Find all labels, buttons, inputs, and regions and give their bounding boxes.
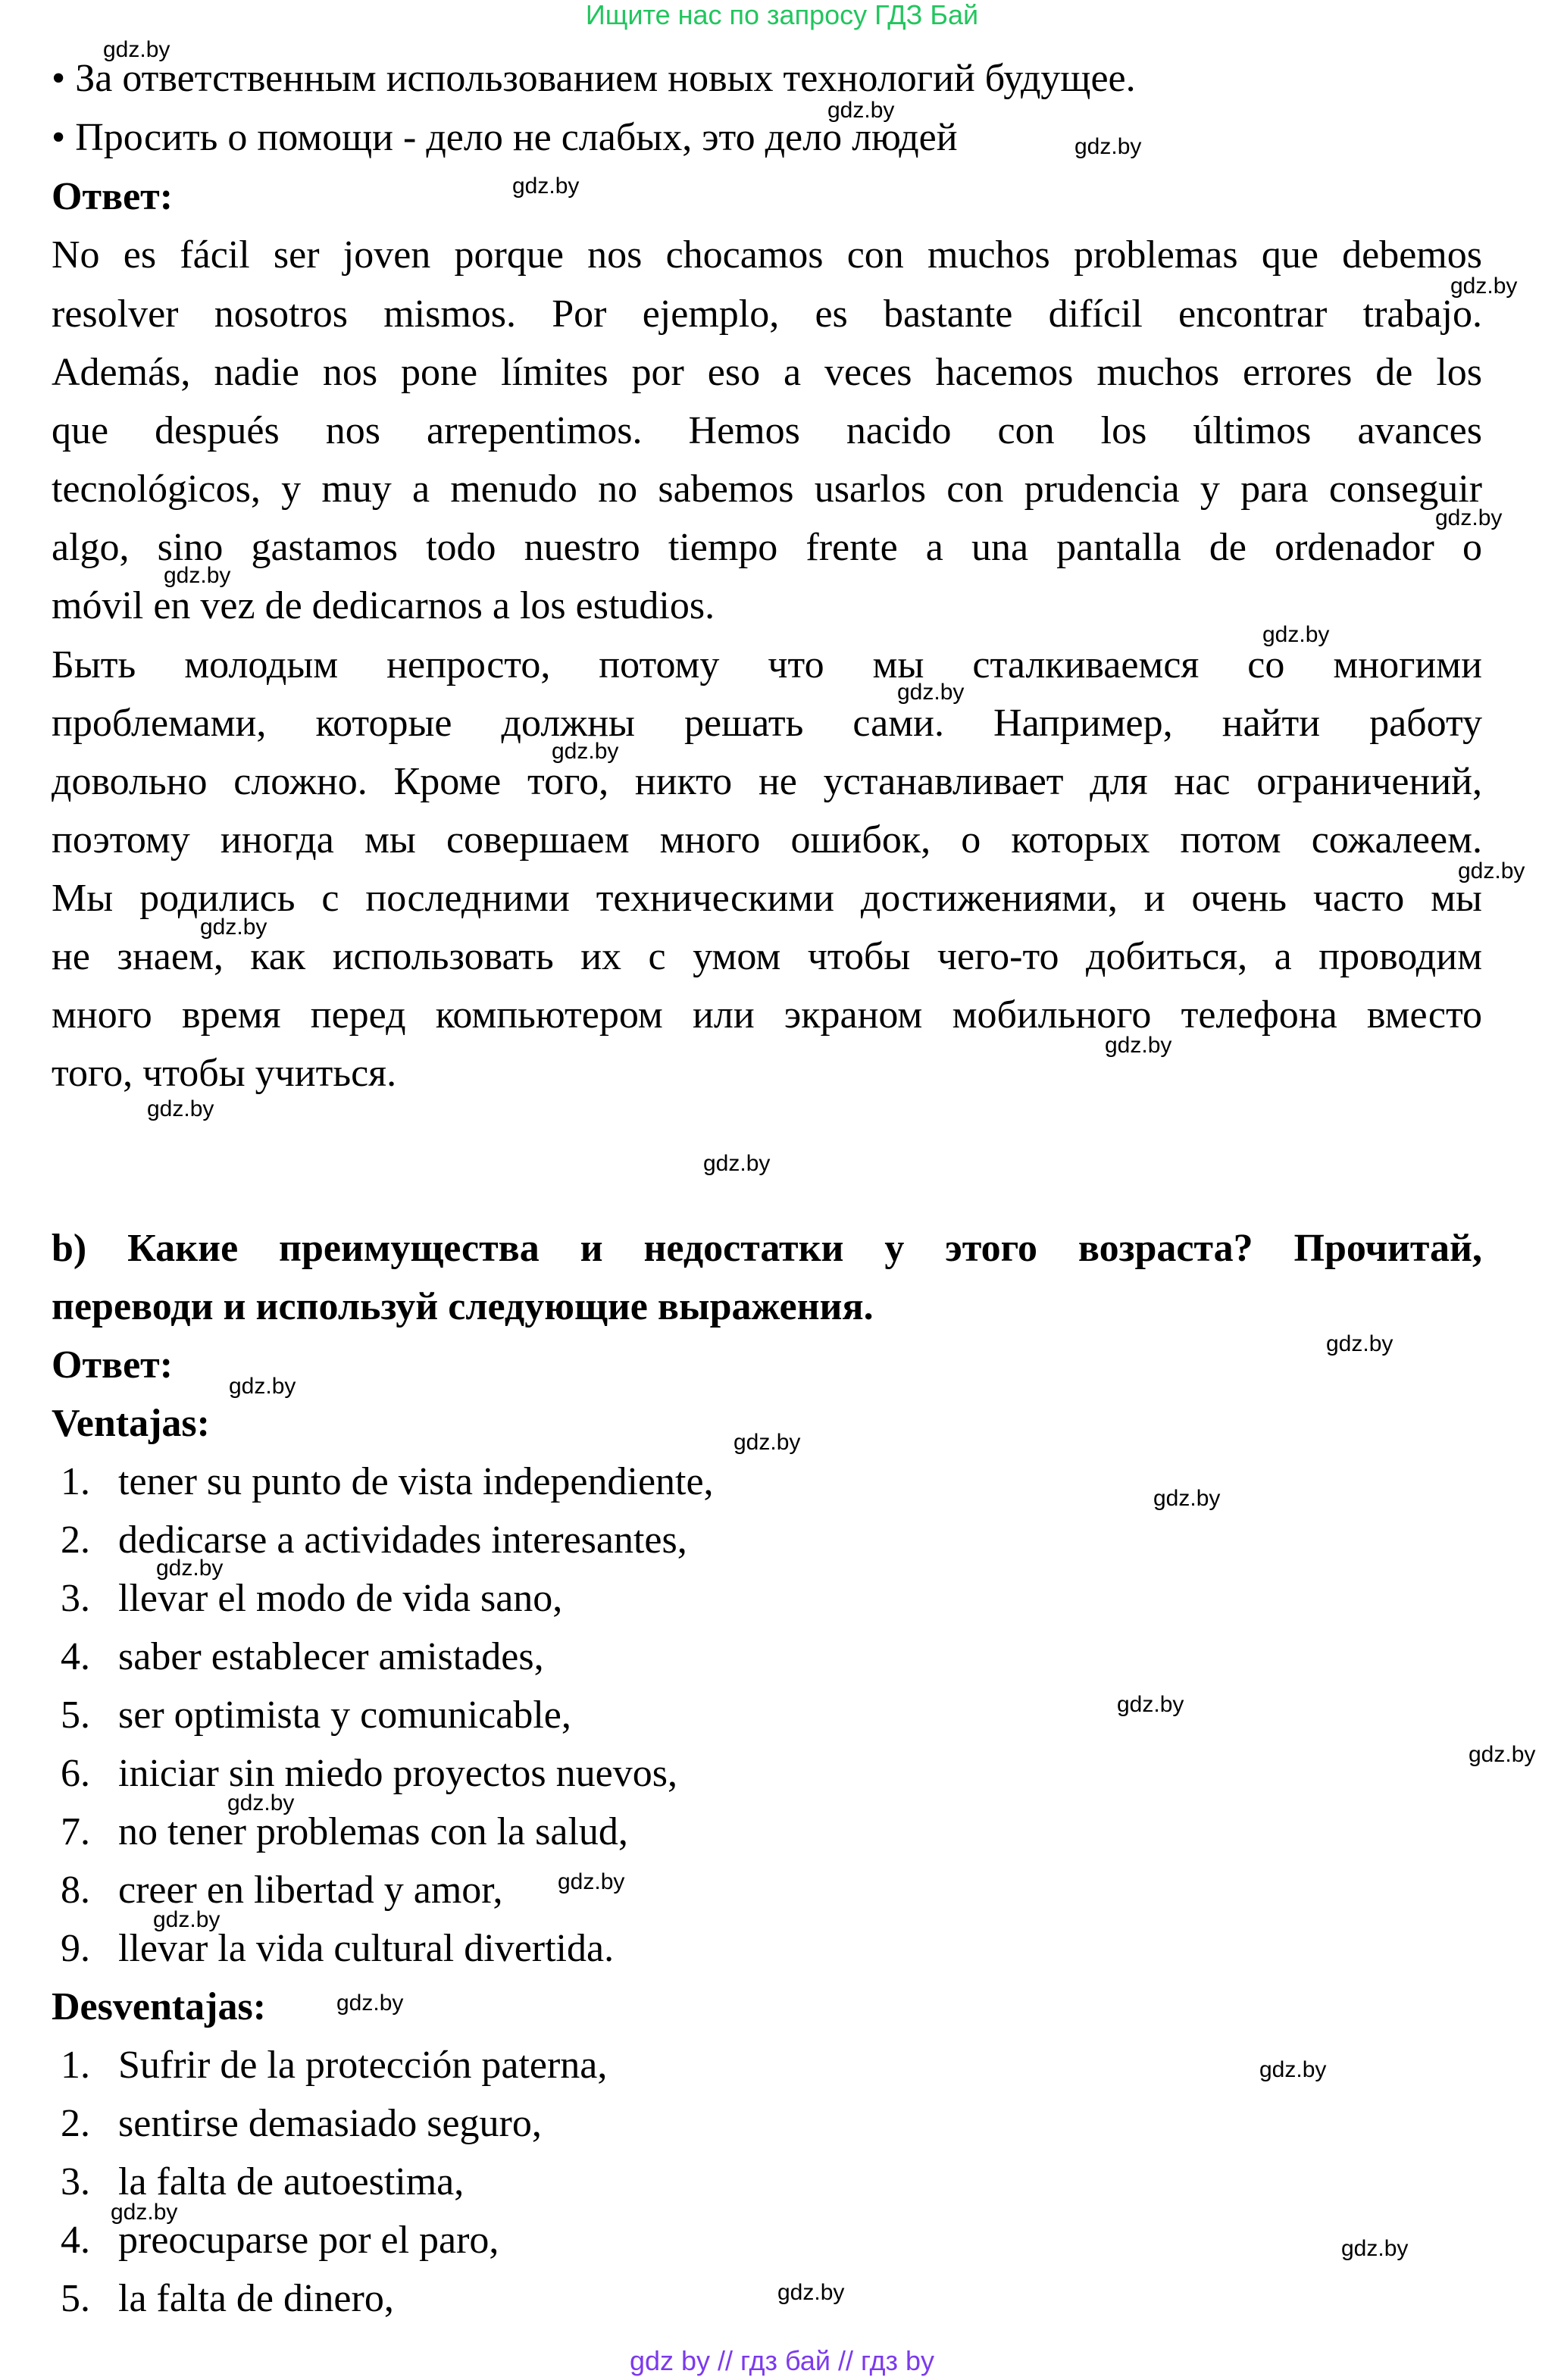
- watermark: gdz.by: [827, 98, 895, 123]
- list-item: [52, 2160, 464, 2205]
- watermark: gdz.by: [1262, 622, 1330, 647]
- watermark: gdz.by: [164, 563, 231, 588]
- task-heading: переводи и используй следующие выражения.: [52, 1285, 874, 1328]
- watermark: gdz.by: [1105, 1033, 1172, 1058]
- list-number: 7.: [61, 1810, 90, 1853]
- list-item-text: iniciar sin miedo proyectos nuevos,: [118, 1752, 677, 1795]
- list-item-text: ser optimista y comunicable,: [118, 1694, 571, 1737]
- watermark: gdz.by: [1074, 134, 1142, 159]
- watermark: gdz.by: [1450, 274, 1518, 299]
- list-item-text: llevar el modo de vida sano,: [118, 1577, 563, 1620]
- list-number: 5.: [61, 2277, 90, 2320]
- list-number: 8.: [61, 1869, 90, 1912]
- ventajas-label: Ventajas:: [52, 1402, 210, 1445]
- list-item: [52, 1751, 677, 1797]
- spanish-text-line: móvil en vez de dedicarnos a los estudios.: [52, 584, 715, 627]
- task-heading: b) Какие преимущества и недостатки у этого возраста? Прочитай,: [52, 1227, 1482, 1270]
- list-item-text: no tener problemas con la salud,: [118, 1810, 628, 1853]
- list-item: [52, 1459, 714, 1505]
- list-number: 9.: [61, 1927, 90, 1970]
- footer-links: gdz by // гдз бай // гдз by: [629, 2345, 935, 2376]
- russian-text-line: поэтому иногда мы совершаем много ошибок, о которых потом сожалеем.: [52, 818, 1482, 862]
- list-item-text: llevar la vida cultural divertida.: [118, 1927, 615, 1970]
- list-item: [52, 2043, 607, 2088]
- watermark: gdz.by: [552, 739, 619, 764]
- list-item-text: preocuparse por el paro,: [118, 2219, 499, 2262]
- desventajas-label: Desventajas:: [52, 1985, 267, 2028]
- russian-text-line: проблемами, которые должны решать сами. Например, найти работу: [52, 702, 1482, 745]
- russian-text-line: Быть молодым непросто, потому что мы сталкиваемся со многими: [52, 643, 1482, 686]
- list-number: 1.: [61, 2044, 90, 2087]
- list-item: [52, 2276, 394, 2322]
- bullet-line: • За ответственным использованием новых технологий будущее.: [52, 57, 1136, 100]
- watermark: gdz.by: [111, 2200, 178, 2225]
- answer-label: Ответ:: [52, 175, 174, 218]
- russian-text-line: того, чтобы учиться.: [52, 1052, 397, 1095]
- list-item-text: creer en libertad y amor,: [118, 1869, 503, 1912]
- watermark: gdz.by: [200, 915, 267, 940]
- watermark: gdz.by: [703, 1151, 771, 1176]
- answer-label: Ответ:: [52, 1343, 174, 1387]
- list-item-text: sentirse demasiado seguro,: [118, 2102, 542, 2145]
- watermark: gdz.by: [1259, 2057, 1327, 2082]
- watermark: gdz.by: [227, 1790, 295, 1815]
- list-number: 3.: [61, 2160, 90, 2203]
- watermark: gdz.by: [734, 1430, 801, 1455]
- spanish-text-line: Además, nadie nos pone límites por eso a veces hacemos muchos errores de los: [52, 351, 1482, 394]
- watermark: gdz.by: [1117, 1692, 1184, 1717]
- spanish-text-line: tecnológicos, y muy a menudo no sabemos usarlos con prudencia y para conseguir: [52, 468, 1482, 511]
- list-item: [52, 1634, 544, 1680]
- watermark: gdz.by: [558, 1869, 625, 1894]
- watermark: gdz.by: [147, 1096, 214, 1121]
- list-number: 4.: [61, 2219, 90, 2262]
- list-item-text: dedicarse a actividades interesantes,: [118, 1518, 687, 1562]
- russian-text-line: довольно сложно. Кроме того, никто не устанавливает для нас ограничений,: [52, 760, 1482, 803]
- list-item-text: Sufrir de la protección paterna,: [118, 2044, 608, 2087]
- top-banner: Ищите нас по запросу ГДЗ Бай: [585, 0, 979, 30]
- russian-text-line: Мы родились с последними техническими достижениями, и очень часто мы: [52, 877, 1482, 920]
- spanish-text-line: resolver nosotros mismos. Por ejemplo, es bastante difícil encontrar trabajo.: [52, 292, 1482, 336]
- list-item: [52, 2218, 499, 2263]
- list-number: 6.: [61, 1752, 90, 1795]
- list-number: 3.: [61, 1577, 90, 1620]
- list-item: [52, 1868, 503, 1913]
- list-item: [52, 1926, 614, 1972]
- watermark: gdz.by: [1326, 1331, 1394, 1356]
- watermark: gdz.by: [336, 1991, 404, 2016]
- list-item: [52, 1518, 687, 1563]
- watermark: gdz.by: [156, 1556, 224, 1581]
- watermark: gdz.by: [1435, 505, 1503, 530]
- spanish-text-line: que después nos arrepentimos. Hemos nacido con los últimos avances: [52, 409, 1482, 452]
- list-number: 4.: [61, 1635, 90, 1678]
- list-item-text: tener su punto de vista independiente,: [118, 1460, 714, 1503]
- watermark: gdz.by: [153, 1907, 221, 1932]
- bullet-line: • Просить о помощи - дело не слабых, это дело людей: [52, 116, 958, 159]
- spanish-text-line: algo, sino gastamos todo nuestro tiempo frente a una pantalla de ordenador o: [52, 526, 1482, 569]
- list-item: [52, 2101, 542, 2147]
- watermark: gdz.by: [1153, 1486, 1221, 1511]
- watermark: gdz.by: [1458, 858, 1525, 884]
- list-number: 2.: [61, 1518, 90, 1562]
- watermark: gdz.by: [103, 37, 170, 62]
- watermark: gdz.by: [1469, 1742, 1536, 1767]
- list-item: [52, 1576, 562, 1622]
- russian-text-line: много время перед компьютером или экраном мобильного телефона вместо: [52, 993, 1482, 1037]
- list-item: [52, 1693, 571, 1738]
- watermark: gdz.by: [1341, 2236, 1409, 2261]
- list-item-text: la falta de autoestima,: [118, 2160, 465, 2203]
- list-item-text: saber establecer amistades,: [118, 1635, 544, 1678]
- watermark: gdz.by: [512, 174, 580, 199]
- watermark: gdz.by: [777, 2280, 845, 2305]
- russian-text-line: не знаем, как использовать их с умом чтобы чего-то добиться, а проводим: [52, 935, 1482, 978]
- watermark: gdz.by: [229, 1374, 296, 1399]
- list-number: 2.: [61, 2102, 90, 2145]
- watermark: gdz.by: [897, 680, 965, 705]
- list-item-text: la falta de dinero,: [118, 2277, 394, 2320]
- list-number: 1.: [61, 1460, 90, 1503]
- list-item: [52, 1809, 628, 1855]
- spanish-text-line: No es fácil ser joven porque nos chocamos con muchos problemas que debemos: [52, 233, 1482, 277]
- list-number: 5.: [61, 1694, 90, 1737]
